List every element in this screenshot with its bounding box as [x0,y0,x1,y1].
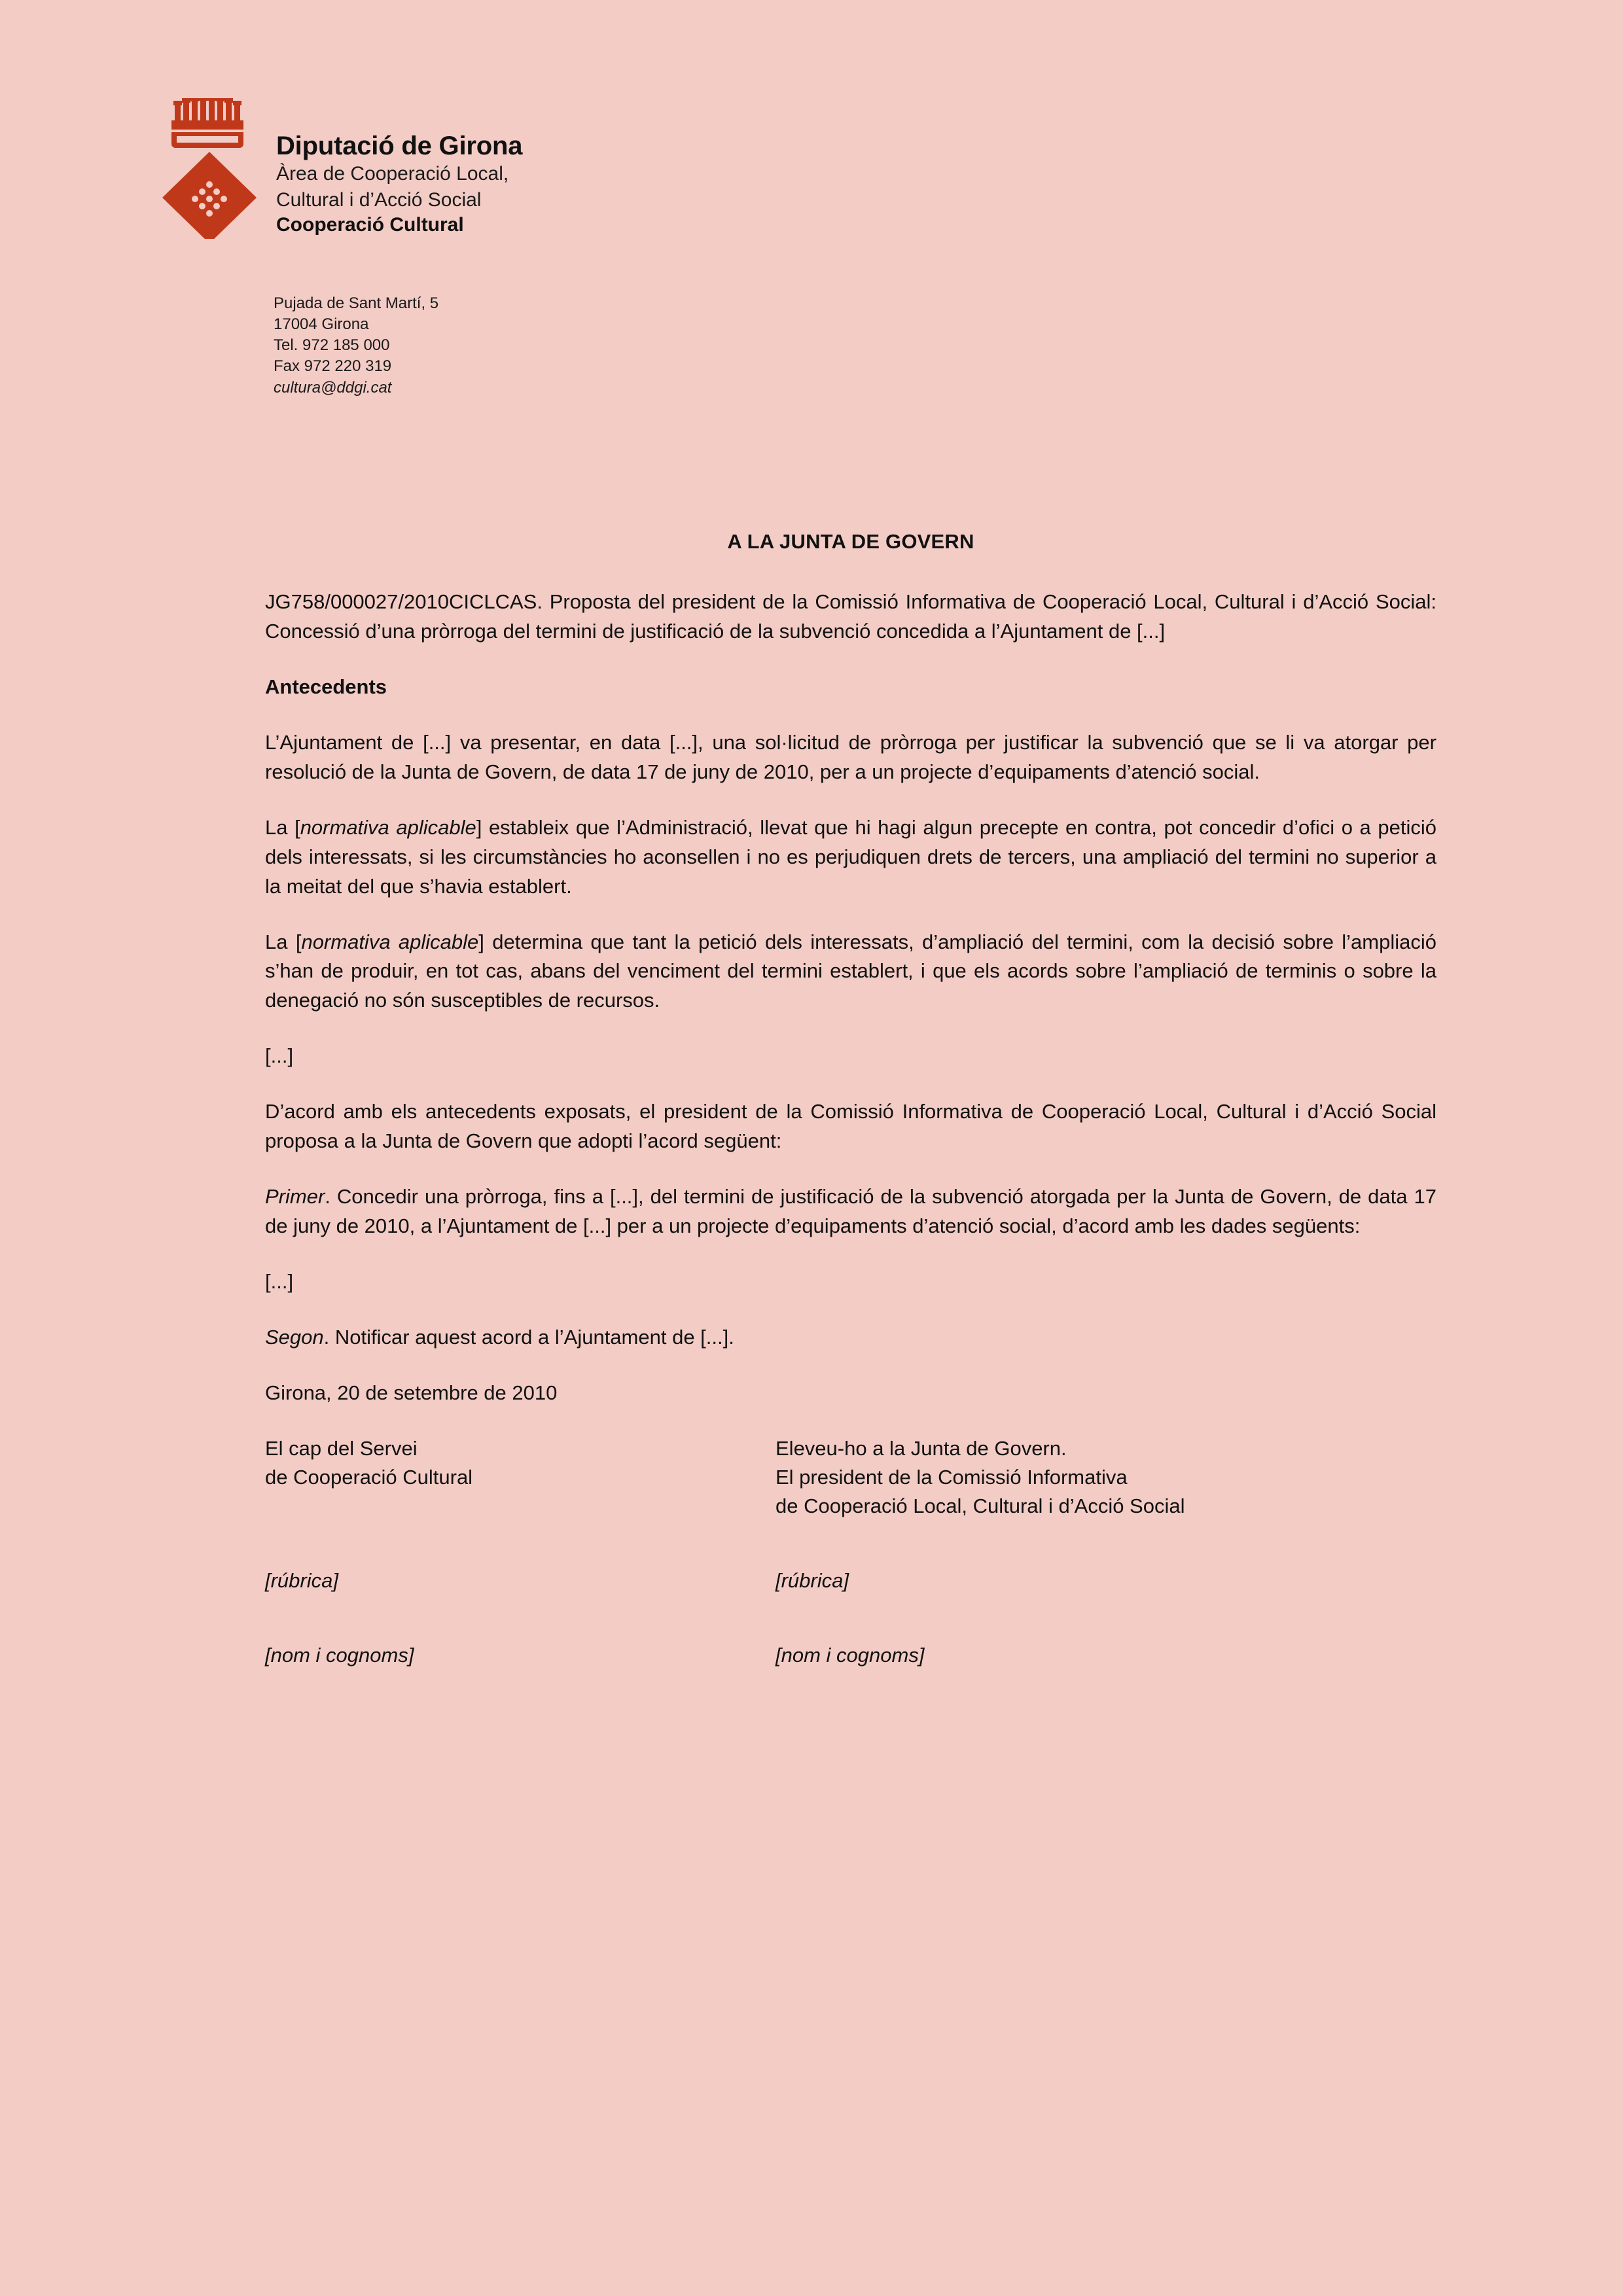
page-title: A LA JUNTA DE GOVERN [727,530,974,553]
contact-city: 17004 Girona [274,315,369,334]
signature-right-title [776,1434,1436,1521]
para-3-italic-term: normativa aplicable [301,930,479,953]
antecedents-paragraph-3 [265,928,1436,1016]
signature-spacer-1 [265,1521,1436,1566]
agreement-primer [265,1182,1436,1241]
girona-coat-of-arms-icon [157,98,262,239]
antecedents-paragraph-1: L’Ajuntament de [...] va presentar, en data [...], una sol·licitud de pròrroga per justificar la subvenció que se li va atorgar per resolució de la Junta de Govern, de data 17 de juny de 2010, per a un projecte d’equipaments d’atenció social. [265,730,1436,783]
signature-right-line-2: El president de la Comissió Informativa [776,1465,1128,1489]
organization-unit: Cooperació Cultural [276,214,464,236]
ellipsis-placeholder-1: [...] [265,1044,294,1068]
section-heading-antecedents: Antecedents [265,675,387,698]
organization-area-line-1: Àrea de Cooperació Local, [276,163,509,185]
signature-name-row [265,1641,1436,1670]
signature-right-name: [nom i cognoms] [776,1643,925,1667]
contact-block [274,293,438,398]
segon-text: . Notificar aquest acord a l’Ajuntament de [...]. [323,1325,734,1349]
antecedents-paragraph-2 [265,813,1436,902]
signature-right-line-3: de Cooperació Local, Cultural i d’Acció Social [776,1494,1185,1517]
document-body [265,530,1436,1670]
signature-left-name: [nom i cognoms] [265,1643,414,1667]
segon-label: Segon [265,1325,324,1349]
contact-street: Pujada de Sant Martí, 5 [274,294,439,312]
para-3-rest: ] determina que tant la petició dels interessats, d’ampliació del termini, com la decisió sobre l’ampliació s’han de produir, en tot cas, abans del venciment del termini establert, i que els acords sobre l’ampliació de terminis o sobre la denegació no són susceptibles de recursos. [265,930,1436,1012]
organization-title: Diputació de Girona [276,132,523,160]
organization-block [276,98,522,238]
place-and-date: Girona, 20 de setembre de 2010 [265,1381,558,1404]
reference-paragraph: JG758/000027/2010CICLCAS. Proposta del president de la Comissió Informativa de Cooperació Local, Cultural i d’Acció Social: Concessió d’una pròrroga del termini de justificació de la subvenció concedida a l’Ajuntament de [...] [265,590,1436,643]
letterhead [157,98,522,239]
contact-email: cultura@ddgi.cat [274,378,392,397]
signature-left-line-1: El cap del Servei [265,1436,418,1460]
para-3-prefix: La [ [265,930,302,953]
signature-left-rubrica: [rúbrica] [265,1568,338,1592]
agreement-segon [265,1323,1436,1352]
para-2-rest: ] estableix que l’Administració, llevat que hi hagi algun precepte en contra, pot concedir d’ofici o a petició dels interessats, si les circumstàncies ho aconsellen i no es perjudiquen drets de tercers, una ampliació del termini no superior a la meitat del que s’havia establert. [265,815,1436,898]
primer-text: . Concedir una pròrroga, fins a [...], del termini de justificació de la subvenció atorgada per la Junta de Govern, de data 17 de juny de 2010, a l’Ajuntament de [...] per a un projecte d’equipaments d’atenció social, d’acord amb les dades següents: [265,1185,1436,1238]
signature-right-rubrica: [rúbrica] [776,1568,849,1592]
signature-spacer-2 [265,1595,1436,1641]
signature-left-line-2: de Cooperació Cultural [265,1465,473,1489]
para-2-prefix: La [ [265,815,300,839]
contact-fax: Fax 972 220 319 [274,357,392,376]
para-2-italic-term: normativa aplicable [300,815,476,839]
organization-area-line-2: Cultural i d’Acció Social [276,188,482,211]
signature-right-line-1: Eleveu-ho a la Junta de Govern. [776,1436,1067,1460]
signature-block [265,1434,1436,1670]
proposal-paragraph: D’acord amb els antecedents exposats, el president de la Comissió Informativa de Cooperació Local, Cultural i d’Acció Social proposa a la Junta de Govern que adopti l’acord següent: [265,1100,1436,1153]
primer-label: Primer [265,1185,325,1209]
contact-phone: Tel. 972 185 000 [274,336,390,355]
ellipsis-placeholder-2: [...] [265,1270,294,1293]
signature-rubrica-row [265,1566,1436,1595]
signature-left-title [265,1434,776,1521]
signature-titles-row [265,1434,1436,1521]
